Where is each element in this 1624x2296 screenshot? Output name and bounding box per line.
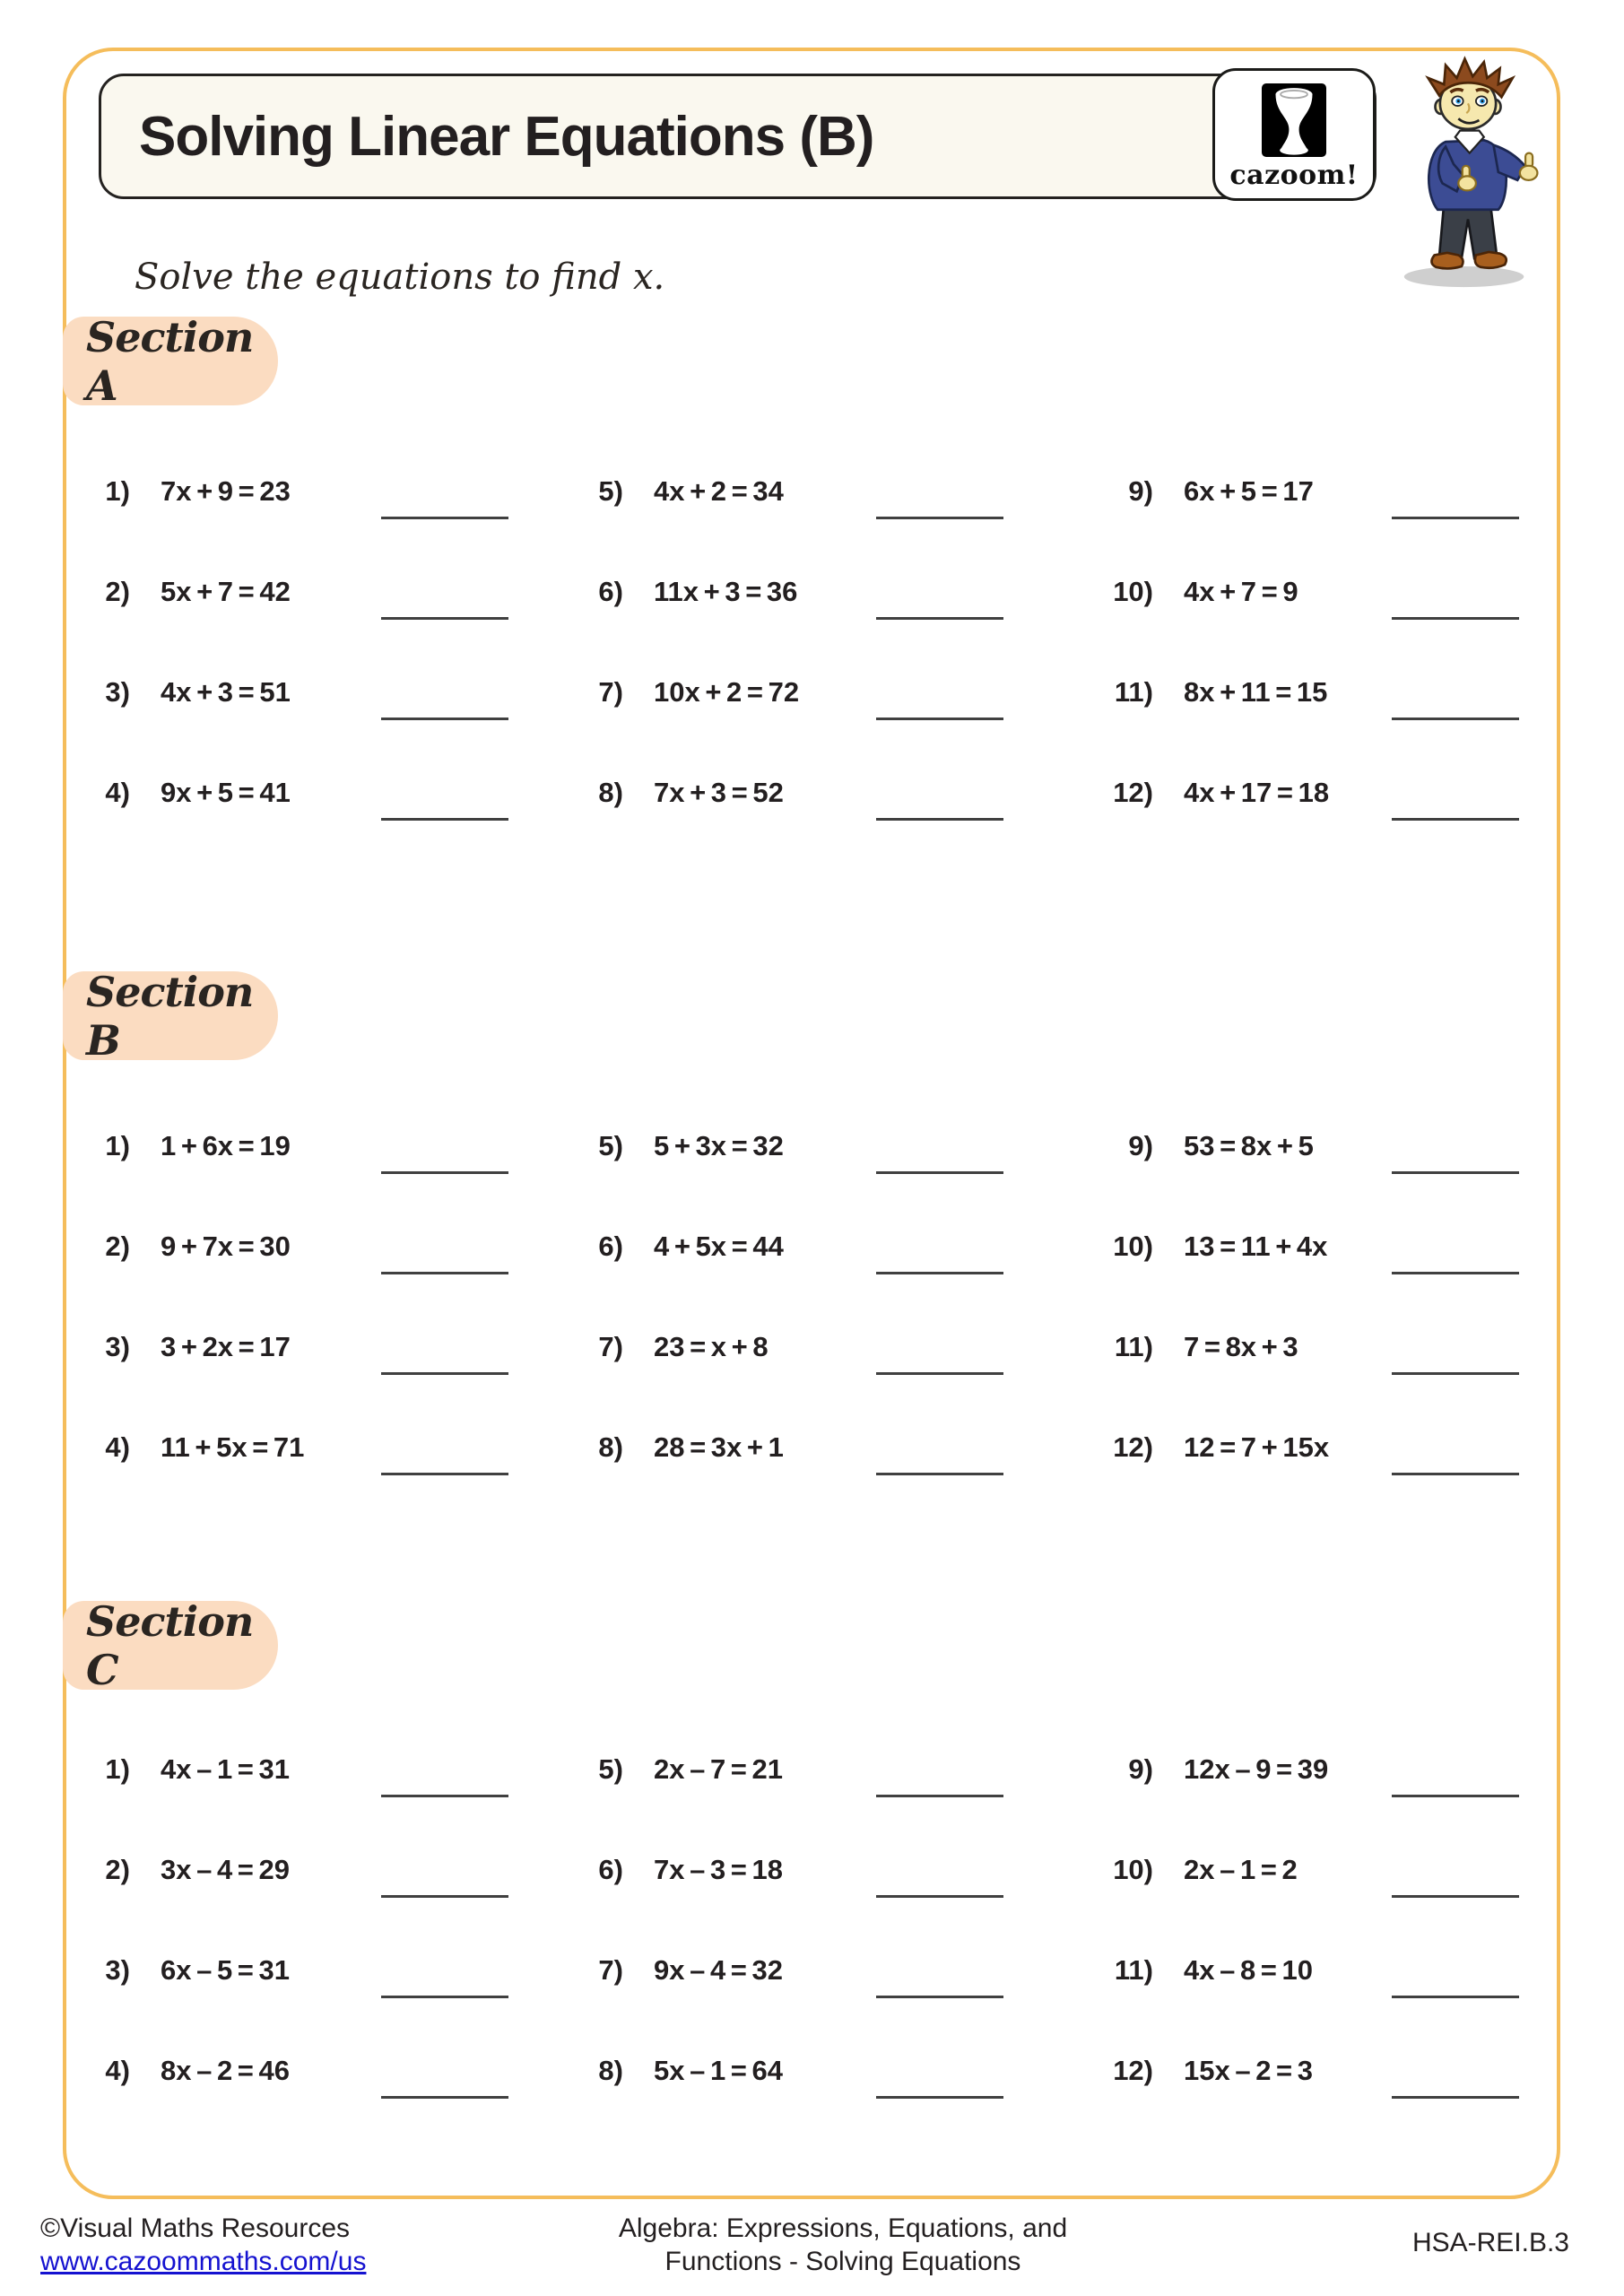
problem-b-3 — [94, 1297, 583, 1397]
problem-b-4 — [94, 1397, 583, 1498]
answer-blank-line — [876, 1795, 1003, 1797]
answer-blank-line — [381, 818, 508, 821]
equation-text: 7x + 9 = 23 — [161, 475, 291, 507]
problem-b-10 — [1101, 1196, 1590, 1297]
problem-number: 1) — [105, 1130, 130, 1161]
problem-number: 11) — [1114, 1954, 1153, 1986]
answer-blank-line — [876, 1272, 1003, 1274]
problem-number: 3) — [105, 676, 130, 708]
answer-blank-line — [876, 718, 1003, 720]
problem-number: 8) — [598, 1431, 623, 1463]
equation-text: 3x – 4 = 29 — [161, 1854, 290, 1885]
equation-text: 9 + 7x = 30 — [161, 1231, 291, 1262]
problem-b-12 — [1101, 1397, 1590, 1498]
equation-text: 4x + 7 = 9 — [1184, 576, 1298, 607]
problem-c-5 — [587, 1719, 1076, 1820]
equation-text: 12 = 7 + 15x — [1184, 1431, 1330, 1463]
problem-number: 6) — [598, 1231, 623, 1262]
answer-blank-line — [1392, 1895, 1519, 1898]
answer-blank-line — [1392, 617, 1519, 620]
problem-a-1 — [94, 441, 583, 542]
answer-blank-line — [381, 1996, 508, 1998]
equation-text: 23 = x + 8 — [654, 1331, 769, 1362]
equation-text: 9x + 5 = 41 — [161, 777, 291, 808]
answer-blank-line — [1392, 1272, 1519, 1274]
equation-text: 4x + 2 = 34 — [654, 475, 784, 507]
equation-text: 6x – 5 = 31 — [161, 1954, 290, 1986]
section-c-header — [63, 1596, 278, 1694]
answer-blank-line — [1392, 818, 1519, 821]
problem-number: 12) — [1113, 2055, 1153, 2086]
answer-blank-line — [381, 2096, 508, 2099]
problem-number: 9) — [1128, 1753, 1153, 1785]
answer-blank-line — [381, 517, 508, 519]
section-b-label: Section B — [86, 967, 254, 1065]
equation-text: 53 = 8x + 5 — [1184, 1130, 1314, 1161]
equation-text: 4x – 8 = 10 — [1184, 1954, 1313, 1986]
equation-text: 28 = 3x + 1 — [654, 1431, 784, 1463]
problem-number: 12) — [1113, 777, 1153, 808]
problem-number: 5) — [598, 1753, 623, 1785]
problem-a-2 — [94, 542, 583, 642]
answer-blank-line — [1392, 2096, 1519, 2099]
problem-c-10 — [1101, 1820, 1590, 1920]
equation-text: 4x + 17 = 18 — [1184, 777, 1330, 808]
equation-text: 2x – 7 = 21 — [654, 1753, 783, 1785]
problem-number: 7) — [598, 676, 623, 708]
equation-text: 10x + 2 = 72 — [654, 676, 800, 708]
answer-blank-line — [876, 517, 1003, 519]
equation-text: 9x – 4 = 32 — [654, 1954, 783, 1986]
problem-number: 12) — [1113, 1431, 1153, 1463]
problem-c-11 — [1101, 1920, 1590, 2021]
problem-number: 2) — [105, 576, 130, 607]
answer-blank-line — [876, 1473, 1003, 1475]
problem-a-8 — [587, 743, 1076, 843]
problem-number: 3) — [105, 1331, 130, 1362]
answer-blank-line — [876, 1171, 1003, 1174]
hourglass-icon — [1262, 83, 1326, 157]
mascot-boy-illustration — [1388, 56, 1548, 295]
equation-text: 11 + 5x = 71 — [161, 1431, 305, 1463]
answer-blank-line — [876, 1372, 1003, 1375]
problem-number: 4) — [105, 777, 130, 808]
problem-a-12 — [1101, 743, 1590, 843]
answer-blank-line — [876, 617, 1003, 620]
cazoom-logo — [1212, 68, 1376, 201]
problem-a-6 — [587, 542, 1076, 642]
problem-c-6 — [587, 1820, 1076, 1920]
problem-number: 7) — [598, 1954, 623, 1986]
equation-text: 5 + 3x = 32 — [654, 1130, 784, 1161]
logo-text: cazoom! — [1229, 160, 1359, 191]
answer-blank-line — [1392, 718, 1519, 720]
equation-text: 3 + 2x = 17 — [161, 1331, 291, 1362]
equation-text: 8x + 11 = 15 — [1184, 676, 1328, 708]
problem-c-7 — [587, 1920, 1076, 2021]
answer-blank-line — [381, 1795, 508, 1797]
problem-c-8 — [587, 2021, 1076, 2121]
problem-number: 5) — [598, 1130, 623, 1161]
problem-number: 2) — [105, 1231, 130, 1262]
problem-b-6 — [587, 1196, 1076, 1297]
title-bar — [99, 74, 1376, 199]
answer-blank-line — [1392, 1473, 1519, 1475]
problem-c-2 — [94, 1820, 583, 1920]
equation-text: 4 + 5x = 44 — [654, 1231, 784, 1262]
problem-number: 8) — [598, 2055, 623, 2086]
problem-a-11 — [1101, 642, 1590, 743]
problem-b-11 — [1101, 1297, 1590, 1397]
mascot-shadow — [1404, 266, 1524, 287]
footer-left — [40, 2212, 366, 2278]
answer-blank-line — [381, 1272, 508, 1274]
problem-number: 11) — [1114, 676, 1153, 708]
problem-c-3 — [94, 1920, 583, 2021]
section-a-header — [63, 312, 278, 410]
equation-text: 4x – 1 = 31 — [161, 1753, 290, 1785]
equation-text: 1 + 6x = 19 — [161, 1130, 291, 1161]
equation-text: 15x – 2 = 3 — [1184, 2055, 1313, 2086]
section-b-header — [63, 967, 278, 1065]
answer-blank-line — [381, 1171, 508, 1174]
equation-text: 7x + 3 = 52 — [654, 777, 784, 808]
problem-number: 3) — [105, 1954, 130, 1986]
problem-a-4 — [94, 743, 583, 843]
equation-text: 6x + 5 = 17 — [1184, 475, 1314, 507]
equation-text: 12x – 9 = 39 — [1184, 1753, 1329, 1785]
equation-text: 11x + 3 = 36 — [654, 576, 798, 607]
problem-number: 9) — [1128, 475, 1153, 507]
problem-number: 10) — [1113, 1231, 1153, 1262]
problem-number: 8) — [598, 777, 623, 808]
problem-a-7 — [587, 642, 1076, 743]
website-link[interactable]: www.cazoommaths.com/us — [40, 2247, 367, 2276]
problem-a-10 — [1101, 542, 1590, 642]
answer-blank-line — [1392, 1171, 1519, 1174]
problem-number: 4) — [105, 2055, 130, 2086]
problem-number: 10) — [1113, 1854, 1153, 1885]
problem-b-1 — [94, 1096, 583, 1196]
equation-text: 8x – 2 = 46 — [161, 2055, 290, 2086]
problem-number: 4) — [105, 1431, 130, 1463]
problem-c-9 — [1101, 1719, 1590, 1820]
problem-b-5 — [587, 1096, 1076, 1196]
problem-a-5 — [587, 441, 1076, 542]
equation-text: 5x + 7 = 42 — [161, 576, 291, 607]
problem-number: 6) — [598, 1854, 623, 1885]
problem-number: 11) — [1114, 1331, 1153, 1362]
instructions-text: Solve the equations to find x. — [135, 257, 665, 298]
standard-code: HSA-REI.B.3 — [1411, 2228, 1569, 2257]
problem-number: 6) — [598, 576, 623, 607]
answer-blank-line — [381, 617, 508, 620]
problem-a-3 — [94, 642, 583, 743]
problem-number: 5) — [598, 475, 623, 507]
problem-number: 10) — [1113, 576, 1153, 607]
equation-text: 2x – 1 = 2 — [1184, 1854, 1298, 1885]
problem-number: 1) — [105, 475, 130, 507]
answer-blank-line — [1392, 1372, 1519, 1375]
problem-c-4 — [94, 2021, 583, 2121]
footer-topic — [484, 2212, 1202, 2278]
problem-number: 2) — [105, 1854, 130, 1885]
problem-number: 9) — [1128, 1130, 1153, 1161]
answer-blank-line — [1392, 1996, 1519, 1998]
worksheet-title: Solving Linear Equations (B) — [139, 105, 874, 168]
equation-text: 4x + 3 = 51 — [161, 676, 291, 708]
answer-blank-line — [876, 2096, 1003, 2099]
answer-blank-line — [876, 1996, 1003, 1998]
problem-b-2 — [94, 1196, 583, 1297]
answer-blank-line — [381, 718, 508, 720]
answer-blank-line — [381, 1372, 508, 1375]
problem-b-9 — [1101, 1096, 1590, 1196]
equation-text: 13 = 11 + 4x — [1184, 1231, 1328, 1262]
topic-line-2: Functions - Solving Equations — [664, 2247, 1021, 2276]
answer-blank-line — [1392, 1795, 1519, 1797]
equation-text: 5x – 1 = 64 — [654, 2055, 783, 2086]
answer-blank-line — [381, 1473, 508, 1475]
section-c-label: Section C — [86, 1596, 254, 1694]
equation-text: 7 = 8x + 3 — [1184, 1331, 1298, 1362]
problem-b-7 — [587, 1297, 1076, 1397]
problem-number: 1) — [105, 1753, 130, 1785]
answer-blank-line — [381, 1895, 508, 1898]
answer-blank-line — [876, 818, 1003, 821]
copyright-text: ©Visual Maths Resources — [40, 2213, 351, 2243]
equation-text: 7x – 3 = 18 — [654, 1854, 783, 1885]
problem-c-12 — [1101, 2021, 1590, 2121]
problem-number: 7) — [598, 1331, 623, 1362]
topic-line-1: Algebra: Expressions, Equations, and — [618, 2213, 1068, 2243]
answer-blank-line — [1392, 517, 1519, 519]
problem-a-9 — [1101, 441, 1590, 542]
section-a-label: Section A — [86, 312, 254, 410]
problem-c-1 — [94, 1719, 583, 1820]
answer-blank-line — [876, 1895, 1003, 1898]
problem-b-8 — [587, 1397, 1076, 1498]
